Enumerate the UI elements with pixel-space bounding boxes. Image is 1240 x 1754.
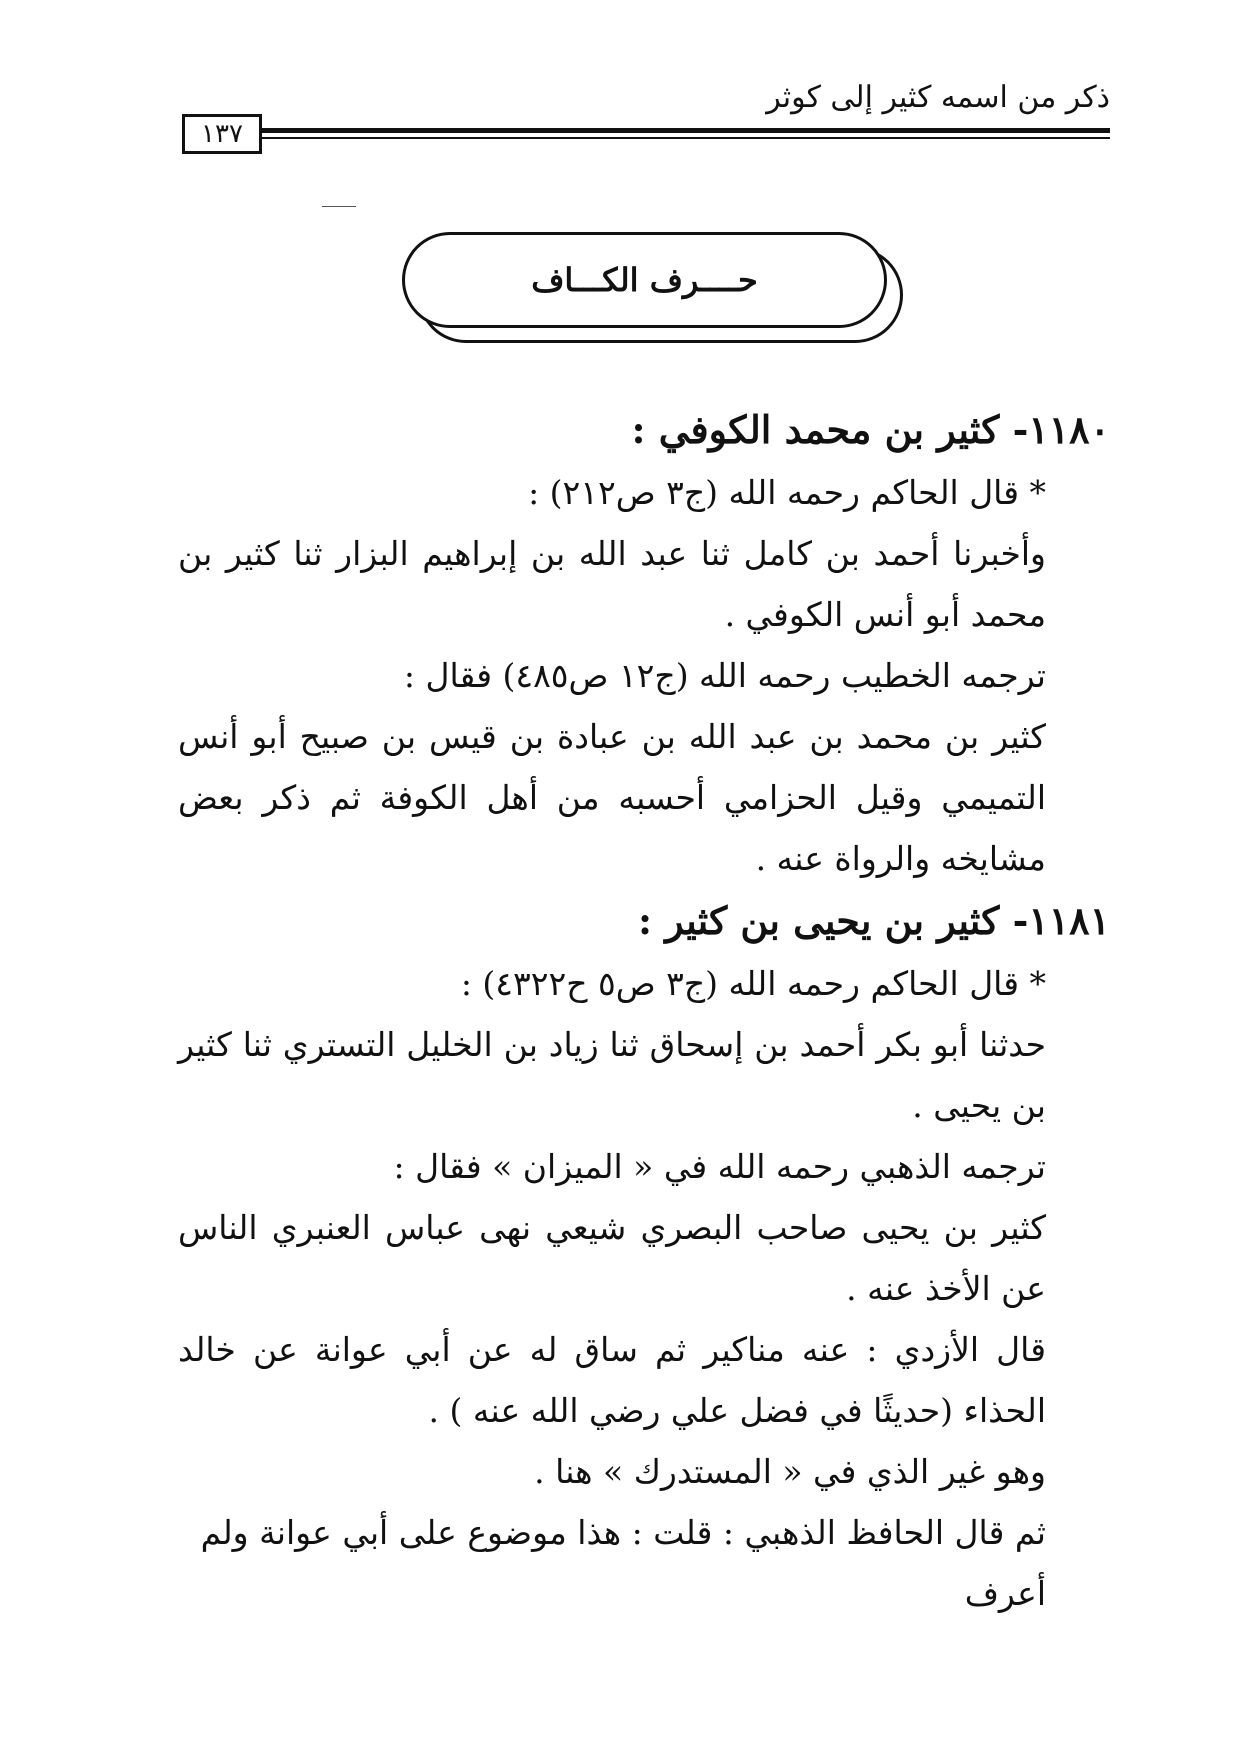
decorative-mark — [322, 206, 356, 207]
entry-heading: ١١٨١- كثير بن يحيى بن كثير : — [637, 898, 1110, 943]
page-number: ١٣٧ — [182, 114, 262, 154]
commentary-paragraph: قال الأزدي : عنه مناكير ثم ساق له عن أبي عوانة عن خالد الحذاء (حديثًا في فضل علي رضي الله عنه ) . — [178, 1330, 1046, 1430]
isnad-paragraph: وأخبرنا أحمد بن كامل ثنا عبد الله بن إبراهيم البزار ثنا كثير بن محمد أبو أنس الكوفي . — [178, 534, 1046, 634]
section-title: حــــرف الكـــاف — [402, 232, 887, 328]
commentary-paragraph: وهو غير الذي في « المستدرك » هنا . — [534, 1452, 1046, 1491]
header-rule — [258, 128, 1110, 133]
header-rule-secondary — [258, 137, 1110, 139]
source-citation: * قال الحاكم رحمه الله (ج٣ ص٢١٢) : — [528, 473, 1046, 512]
source-citation: * قال الحاكم رحمه الله (ج٣ ص٥ ح٤٣٢٢) : — [460, 964, 1046, 1003]
body-text — [178, 398, 1110, 1624]
biography-citation: ترجمه الخطيب رحمه الله (ج١٢ ص٤٨٥) فقال : — [403, 656, 1046, 695]
biography-citation: ترجمه الذهبي رحمه الله في « الميزان » فقال : — [393, 1147, 1046, 1186]
commentary-paragraph: ثم قال الحافظ الذهبي : قلت : هذا موضوع على أبي عوانة ولم أعرف — [200, 1513, 1046, 1613]
running-title: ذكر من اسمه كثير إلى كوثر — [766, 80, 1110, 115]
isnad-paragraph: حدثنا أبو بكر أحمد بن إسحاق ثنا زياد بن الخليل التستري ثنا كثير بن يحيى . — [178, 1025, 1046, 1125]
entry-heading: ١١٨٠- كثير بن محمد الكوفي : — [631, 407, 1110, 452]
biography-paragraph: كثير بن يحيى صاحب البصري شيعي نهى عباس العنبري الناس عن الأخذ عنه . — [178, 1208, 1046, 1308]
biography-paragraph: كثير بن محمد بن عبد الله بن عبادة بن قيس بن صبيح أبو أنس التميمي وقيل الحزامي أحسبه من أهل الكوفة ثم ذكر بعض مشايخه والرواة عنه . — [178, 717, 1046, 878]
